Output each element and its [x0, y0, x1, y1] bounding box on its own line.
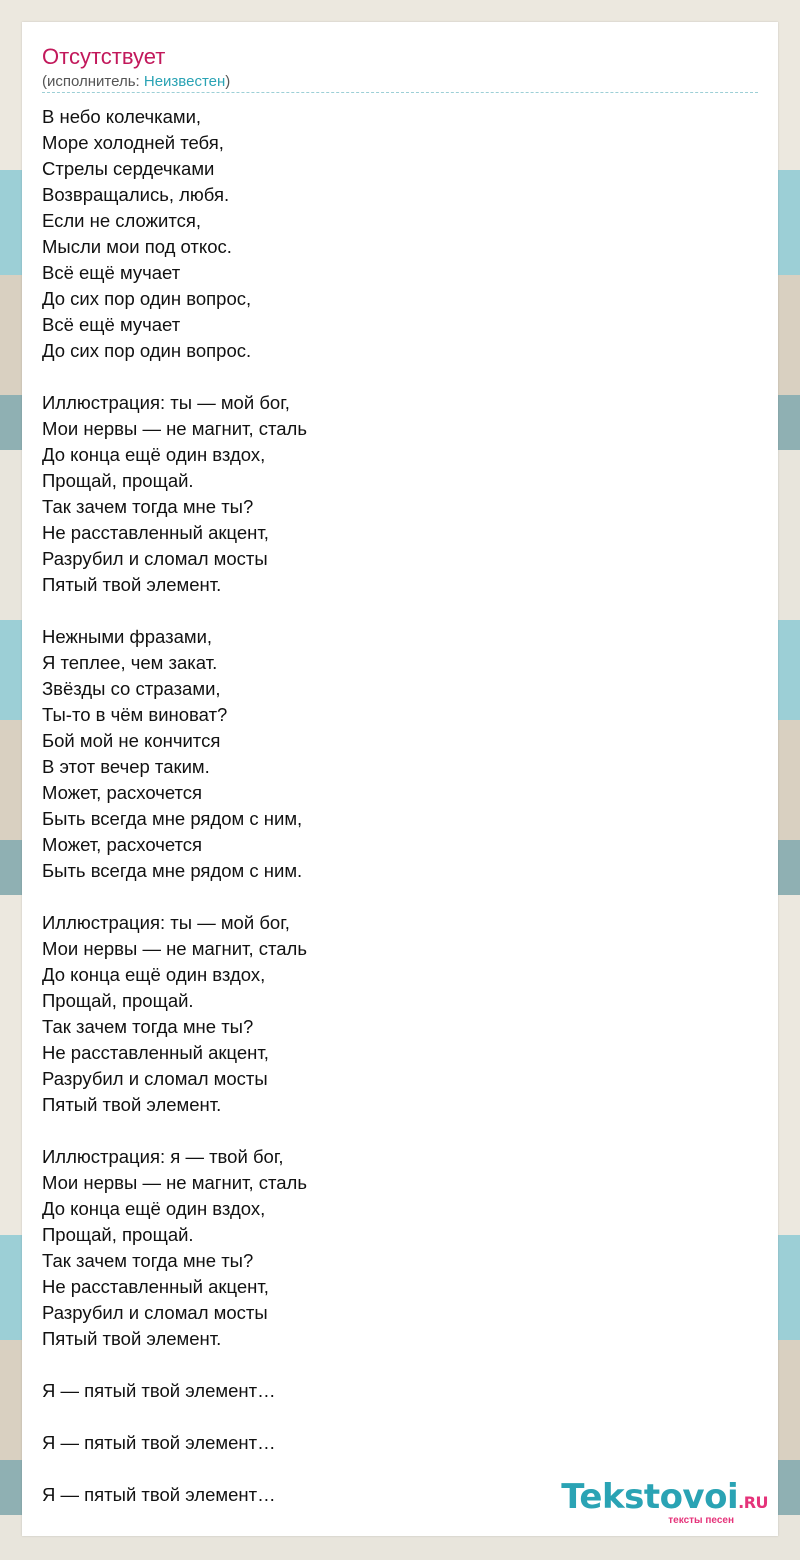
lyric-line: Быть всегда мне рядом с ним, — [42, 808, 303, 829]
lyric-line: До конца ещё один вздох, — [42, 964, 266, 985]
lyric-line: Разрубил и сломал мосты — [42, 1068, 268, 1089]
lyrics-card — [22, 22, 778, 1536]
lyric-line: Прощай, прощай. — [42, 470, 194, 491]
artist-suffix: ) — [225, 73, 231, 90]
logo-name: Tekstovoi — [561, 1477, 739, 1517]
stanza-break — [42, 364, 758, 390]
lyrics-text — [42, 104, 758, 1508]
stanza-break — [42, 598, 758, 624]
lyric-line: Пятый твой элемент. — [42, 1094, 222, 1115]
lyric-line: Не расставленный акцент, — [42, 1276, 269, 1297]
lyric-line: Мои нервы — не магнит, сталь — [42, 938, 307, 959]
stanza-break — [42, 1118, 758, 1144]
lyric-line: Не расставленный акцент, — [42, 1042, 269, 1063]
lyric-line: Иллюстрация: я — твой бог, — [42, 1146, 284, 1167]
lyric-line: Может, расхочется — [42, 834, 203, 855]
lyric-line: Я — пятый твой элемент… — [42, 1432, 276, 1453]
lyric-line: Я — пятый твой элемент… — [42, 1380, 276, 1401]
lyric-line: Стрелы сердечками — [42, 158, 215, 179]
lyric-line: Так зачем тогда мне ты? — [42, 496, 254, 517]
lyric-line: Не расставленный акцент, — [42, 522, 269, 543]
lyric-line: До конца ещё один вздох, — [42, 444, 266, 465]
lyric-line: Бой мой не кончится — [42, 730, 221, 751]
lyric-line: До конца ещё один вздох, — [42, 1198, 266, 1219]
lyric-line: Мои нервы — не магнит, сталь — [42, 418, 307, 439]
lyric-line: Ты-то в чём виноват? — [42, 704, 228, 725]
stanza-break — [42, 884, 758, 910]
lyric-line: Прощай, прощай. — [42, 990, 194, 1011]
lyric-line: Пятый твой элемент. — [42, 574, 222, 595]
lyric-line: Возвращались, любя. — [42, 184, 230, 205]
lyric-line: Так зачем тогда мне ты? — [42, 1016, 254, 1037]
lyric-line: Я теплее, чем закат. — [42, 652, 218, 673]
lyric-line: В небо колечками, — [42, 106, 202, 127]
lyric-line: Так зачем тогда мне ты? — [42, 1250, 254, 1271]
logo-tagline: тексты песен — [668, 1515, 734, 1526]
stanza-break — [42, 1404, 758, 1430]
lyric-line: Мысли мои под откос. — [42, 236, 232, 257]
lyric-line: До сих пор один вопрос. — [42, 340, 252, 361]
lyric-line: До сих пор один вопрос, — [42, 288, 252, 309]
artist-link[interactable]: Неизвестен — [143, 73, 226, 90]
lyric-line: Прощай, прощай. — [42, 1224, 194, 1245]
lyric-line: Всё ещё мучает — [42, 262, 181, 283]
lyric-line: Всё ещё мучает — [42, 314, 181, 335]
lyric-line: В этот вечер таким. — [42, 756, 210, 777]
stanza-break — [42, 1352, 758, 1378]
lyric-line: Иллюстрация: ты — мой бог, — [42, 912, 290, 933]
artist-line — [42, 72, 230, 92]
lyric-line: Я — пятый твой элемент… — [42, 1484, 276, 1505]
lyric-line: Нежными фразами, — [42, 626, 213, 647]
lyric-line: Пятый твой элемент. — [42, 1328, 222, 1349]
lyric-line: Море холодней тебя, — [42, 132, 224, 153]
artist-prefix: (исполнитель: — [42, 73, 144, 90]
lyric-line: Разрубил и сломал мосты — [42, 1302, 268, 1323]
lyric-line: Если не сложится, — [42, 210, 202, 231]
lyric-line: Мои нервы — не магнит, сталь — [42, 1172, 307, 1193]
logo-wordmark — [561, 1479, 768, 1521]
lyric-line: Звёзды со стразами, — [42, 678, 221, 699]
site-logo[interactable] — [561, 1479, 768, 1526]
song-title: Отсутствует — [42, 44, 166, 69]
dashed-divider — [42, 92, 758, 93]
logo-tld: .RU — [738, 1493, 768, 1512]
lyric-line: Разрубил и сломал мосты — [42, 548, 268, 569]
lyric-line: Иллюстрация: ты — мой бог, — [42, 392, 290, 413]
lyric-line: Может, расхочется — [42, 782, 203, 803]
lyric-line: Быть всегда мне рядом с ним. — [42, 860, 303, 881]
